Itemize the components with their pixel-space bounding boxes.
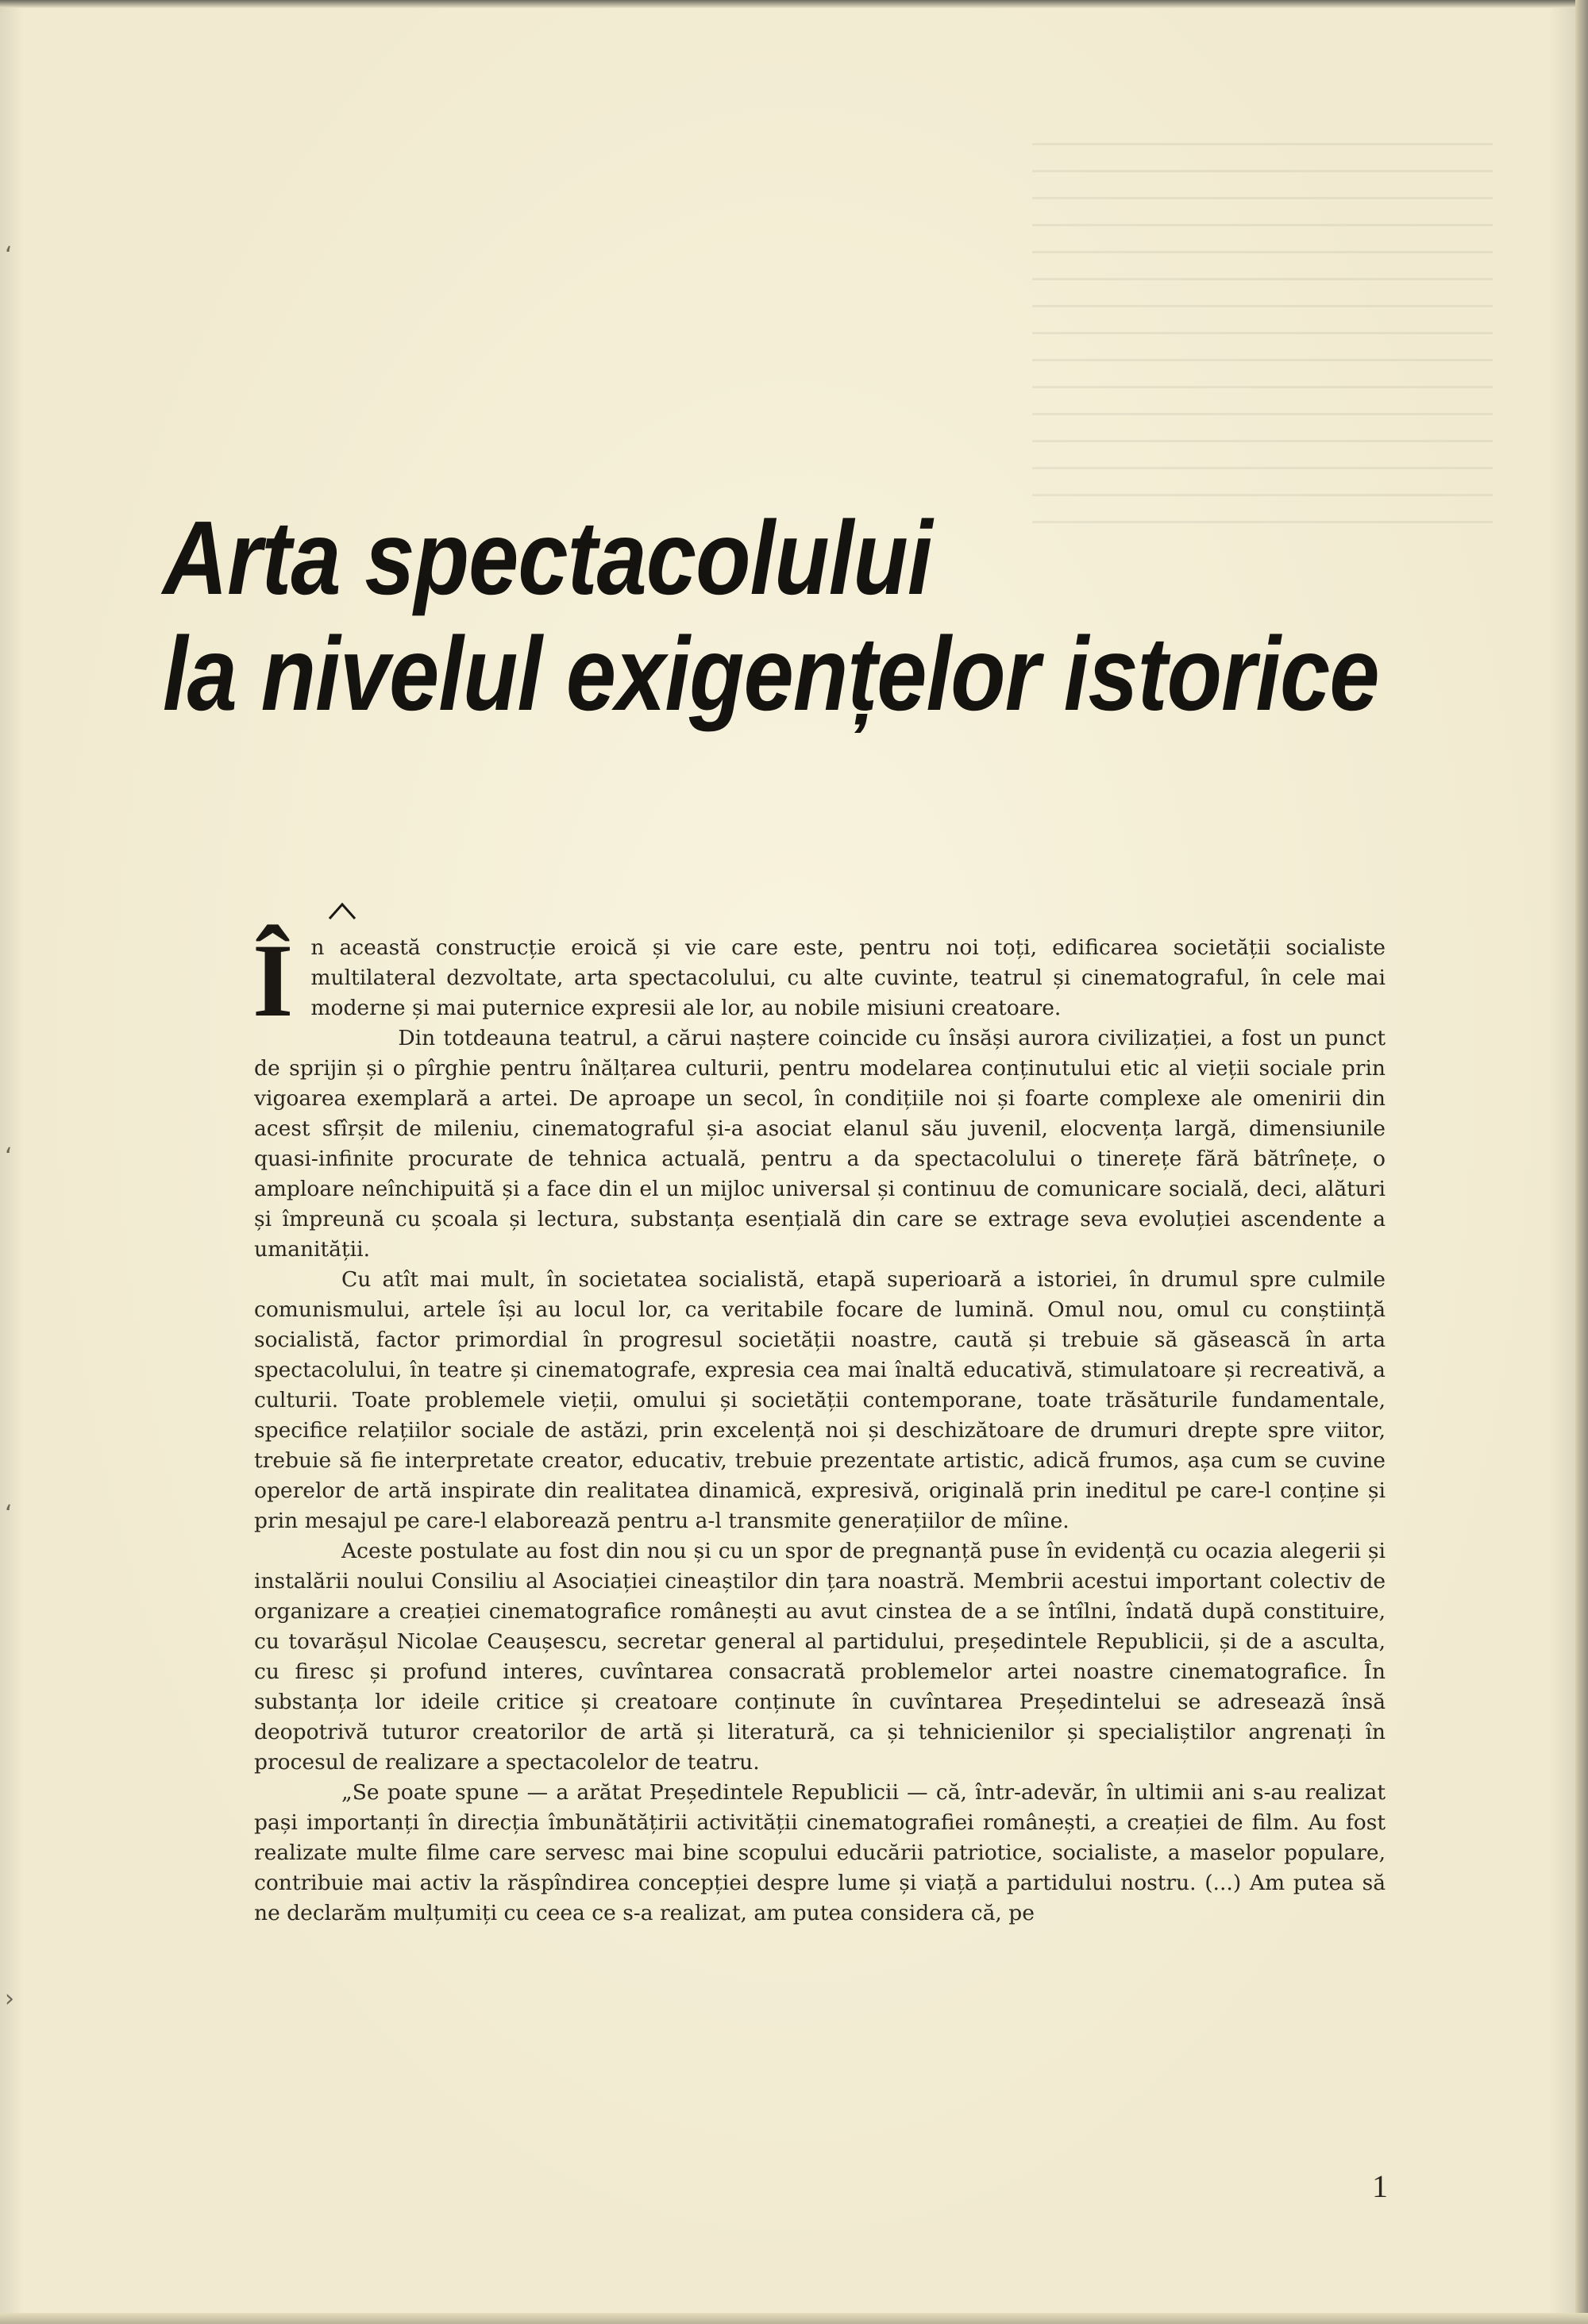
article-paragraph-2: Din totdeauna teatrul, a cărui naștere coincide cu însăși aurora civilizației, a fost un punct de sprijin și o pîrghie pentru înălțarea culturii, pentru modelarea conținutului etic al vieții sociale prin vigoarea exemplară a artei. De aproape un secol, în condițiile noi și foarte complexe ale omenirii din acest sfîrșit de mileniu, cinematograful și-a asociat elanul său juvenil, elocvența largă, dimensiunile quasi-infinite procurate de tehnica actuală, pentru a da spectacolului o tinerețe fără bătrînețe, o amploare neînchipuită și a face din el un mijloc universal și continuu de comunicare socială, deci, alături și împreună cu școala și lectura, substanța esențială din care se extrage seva evoluției ascendente a umanității. xyxy=(254,1026,1386,1262)
margin-mark: ‘ xyxy=(5,1143,13,1171)
show-through-text-shadow xyxy=(1032,143,1493,540)
margin-mark: ‘ xyxy=(5,242,13,270)
article-paragraph-4: Aceste postulate au fost din nou și cu un spor de pregnanță puse în evidență cu ocazia alegerii și instalării noului Consiliu al Asociației cineaștilor din țara noastră. Membrii acestui important colectiv de organizare a creației cinematografice românești au avut cinstea de a se întîlni, îndată după constituire, cu tovarășul Nicolae Ceaușescu, secretar general al partidului, președintele Republicii, și de a asculta, cu firesc și profund interes, cuvîntarea consacrată problemelor artei noastre cinematografice. În substanța lor ideile critice și creatoare conținute în cuvîntarea Președintelui se adresează însă deopotrivă tuturor creatorilor de artă și literatură, ca și tehnicienilor și specialiștilor angrenați în procesul de realizare a spectacolelor de teatru. xyxy=(254,1539,1386,1775)
title-line-2: la nivelul exigențelor istorice xyxy=(163,615,1379,732)
article-paragraph-3: Cu atît mai mult, în societatea socialistă, etapă superioară a istoriei, în drumul spre culmile comunismului, artele își au locul lor, ca veritabile focare de lumină. Omul nou, omul cu conștiință socialistă, factor primordial în progresul societății noastre, caută și trebuie să găsească în arta spectacolului, în teatre și cinematografe, expresia cea mai înaltă educativă, stimulatoare și recreativă, a culturii. Toate problemele vieții, omului și societății contemporane, toate trăsăturile fundamentale, specifice relațiilor sociale de astăzi, prin excelență noi și deschizătoare de drumuri drepte spre viitor, trebuie să fie interpretate creator, educativ, trebuie prezentate artistic, adică frumos, așa cum se cuvine operelor de artă inspirate din realitatea dinamică, expresivă, originală prin ineditul pe care-l conține și prin mesajul pe care-l elaborează pentru a-l transmite generațiilor de mîine. xyxy=(254,1267,1386,1533)
page-top-edge xyxy=(0,0,1588,8)
article-body xyxy=(252,922,1386,1929)
margin-mark: ‘ xyxy=(5,1501,13,1528)
title-line-1: Arta spectacolului xyxy=(163,499,932,616)
page-right-edge xyxy=(1575,0,1588,2324)
article-paragraph-5: „Se poate spune — a arătat Președintele Republicii — că, într-adevăr, în ultimii ani s-au realizat pași importanți în direcția îmbunătățirii activității cinematografiei românești, a creației de film. Au fost realizate multe filme care servesc mai bine scopului educării patriotice, socialiste, a maselor populare, contribuie mai activ la răspîndirea concepției despre lume și viață a partidului nostru. (...) Am putea să ne declarăm mulțumiți cu ceea ce s-a realizat, am putea considera că, pe xyxy=(254,1780,1386,1925)
margin-mark: › xyxy=(5,1985,14,2013)
paragraph-text: n această construcție eroică și vie care este, pentru noi toți, edificarea societății socialiste multilateral dezvoltate, arta spectacolului, cu alte cuvinte, teatrul și cinematograful, în cele mai moderne și mai puternice expresii ale lor, au nobile misiuni creatoare. xyxy=(310,935,1386,1020)
page-bottom-edge xyxy=(0,2313,1588,2324)
dropcap-letter: Î xyxy=(252,922,294,1039)
page-number: 1 xyxy=(1372,2168,1388,2204)
dropcap-circumflex-icon xyxy=(328,901,357,920)
article-title xyxy=(163,499,1379,732)
article-paragraph-1 xyxy=(252,922,1386,1039)
